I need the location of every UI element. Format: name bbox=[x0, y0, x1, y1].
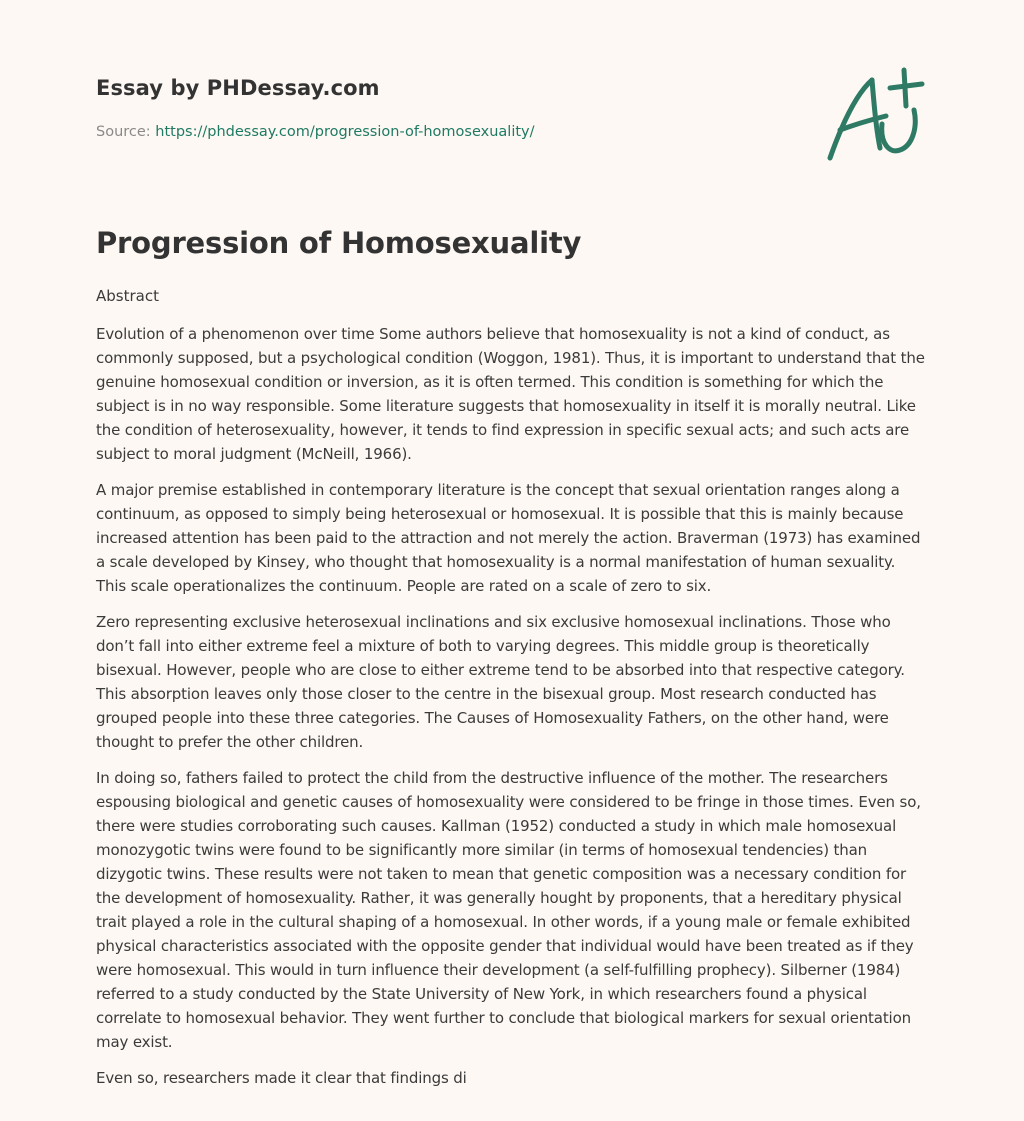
paragraph: Evolution of a phenomenon over time Some authors believe that homosexuality is not a kind of conduct, as commonly supposed, but a psychological condition (Woggon, 1981). Thus, it is important to understand that the genuine homosexual condition or inversion, as it is often termed. This condition is something for which the subject is in no way responsible. Some literature suggests that homosexuality in itself it is morally neutral. Like the condition of heterosexuality, however, it tends to find expression in specific sexual acts; and such acts are subject to moral judgment (McNeill, 1966). bbox=[96, 325, 925, 463]
source-link[interactable]: https://phdessay.com/progression-of-homosexuality/ bbox=[155, 124, 535, 140]
essay-body bbox=[96, 322, 928, 1102]
page-header bbox=[96, 0, 928, 200]
essay-title: Progression of Homosexuality bbox=[96, 226, 582, 260]
abstract-label: Abstract bbox=[96, 287, 159, 305]
paragraph: A major premise established in contemporary literature is the concept that sexual orientation ranges along a continuum, as opposed to simply being heterosexual or homosexual. It is possible that this is mainly because increased attention has been paid to the attraction and not merely the action. Braverman (1973) has examined a scale developed by Kinsey, who thought that homosexuality is a normal manifestation of human sexuality. This scale operationalizes the continuum. People are rated on a scale of zero to six. bbox=[96, 481, 921, 595]
a-plus-logo-icon bbox=[822, 66, 926, 166]
source-label: Source: bbox=[96, 124, 151, 140]
paragraph: Zero representing exclusive heterosexual inclinations and six exclusive homosexual inclinations. Those who don’t fall into either extreme feel a mixture of both to varying degrees. This middle group is theoretically bisexual. However, people who are close to either extreme tend to be absorbed into that respective category. This absorption leaves only those closer to the centre in the bisexual group. Most research conducted has grouped people into these three categories. The Causes of Homosexuality Fathers, on the other hand, were thought to prefer the other children. bbox=[96, 613, 905, 751]
brand-title: Essay by PHDessay.com bbox=[96, 76, 380, 100]
paragraph: In doing so, fathers failed to protect the child from the destructive influence of the mother. The researchers espousing biological and genetic causes of homosexuality were considered to be fringe in those times. Even so, there were studies corroborating such causes. Kallman (1952) conducted a study in which male homosexual monozygotic twins were found to be significantly more similar (in terms of homosexual tendencies) than dizygotic twins. These results were not taken to mean that genetic composition was a necessary condition for the development of homosexuality. Rather, it was generally hought by proponents, that a hereditary physical trait played a role in the cultural shaping of a homosexual. In other words, if a young male or female exhibited physical characteristics associated with the opposite gender that individual would have been treated as if they were homosexual. This would in turn influence their development (a self-fulfilling prophecy). Silberner (1984) referred to a study conducted by the State University of New York, in which researchers found a physical correlate to homosexual behavior. They went further to conclude that biological markers for sexual orientation may exist. bbox=[96, 769, 921, 1051]
essay-page bbox=[96, 0, 928, 1087]
source-line bbox=[96, 124, 535, 140]
paragraph: Even so, researchers made it clear that findings di bbox=[96, 1069, 467, 1087]
